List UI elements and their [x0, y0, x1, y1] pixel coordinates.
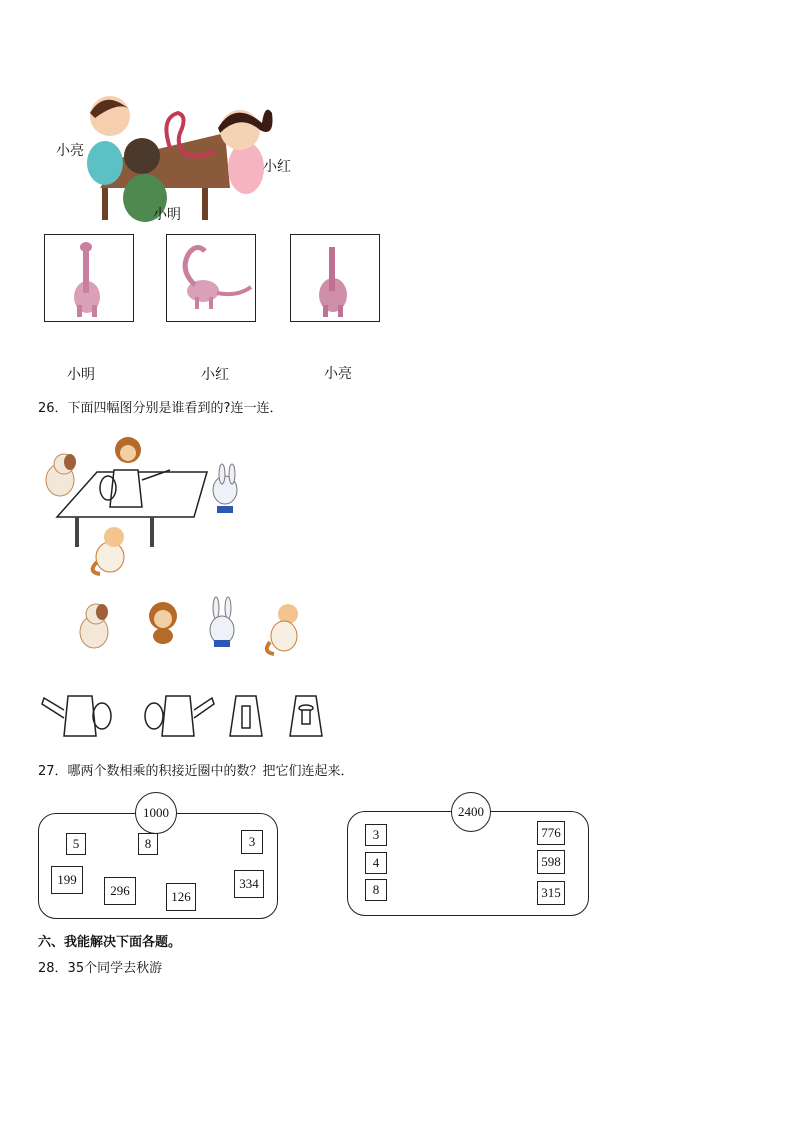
label-xiaoming: 小明 — [153, 207, 181, 223]
cat-icon — [262, 600, 302, 656]
number-box[interactable]: 3 — [241, 830, 263, 854]
number-box[interactable]: 5 — [66, 833, 86, 855]
target-circle-1000: 1000 — [135, 792, 177, 834]
can-view-right — [140, 692, 218, 738]
number-box[interactable]: 8 — [138, 833, 158, 855]
question-27: 27．哪两个数相乘的积接近圈中的数？把它们连起来． — [38, 764, 354, 779]
number-box[interactable]: 334 — [234, 870, 264, 898]
number-box[interactable]: 296 — [104, 877, 136, 905]
number-box[interactable]: 126 — [166, 883, 196, 911]
label-xiaoliang: 小亮 — [56, 143, 84, 159]
caption-3: 小亮 — [324, 366, 352, 382]
can-view-back — [286, 692, 326, 738]
number-box[interactable]: 315 — [537, 881, 565, 905]
dino-view-side — [166, 234, 256, 322]
number-box[interactable]: 199 — [51, 866, 83, 894]
number-box[interactable]: 4 — [365, 852, 387, 874]
number-box[interactable]: 598 — [537, 850, 565, 874]
caption-2: 小红 — [201, 367, 229, 383]
number-box[interactable]: 8 — [365, 879, 387, 901]
label-xiaohong: 小红 — [263, 159, 291, 175]
section-title: 六、我能解决下面各题。 — [38, 935, 182, 950]
dog-icon — [74, 598, 114, 650]
rabbit-icon — [204, 596, 242, 652]
question-28: 28．35个同学去秋游 — [38, 961, 163, 976]
dino-view-front — [44, 234, 134, 322]
number-box[interactable]: 3 — [365, 824, 387, 846]
can-view-front — [226, 692, 266, 738]
target-circle-2400: 2400 — [451, 792, 491, 832]
can-view-left — [40, 692, 118, 738]
animals-table-illustration — [42, 432, 252, 577]
caption-1: 小明 — [67, 367, 95, 383]
number-box[interactable]: 776 — [537, 821, 565, 845]
monkey-icon — [143, 600, 183, 645]
question-26: 26．下面四幅图分别是谁看到的?连一连． — [38, 401, 283, 416]
dino-view-back — [290, 234, 380, 322]
